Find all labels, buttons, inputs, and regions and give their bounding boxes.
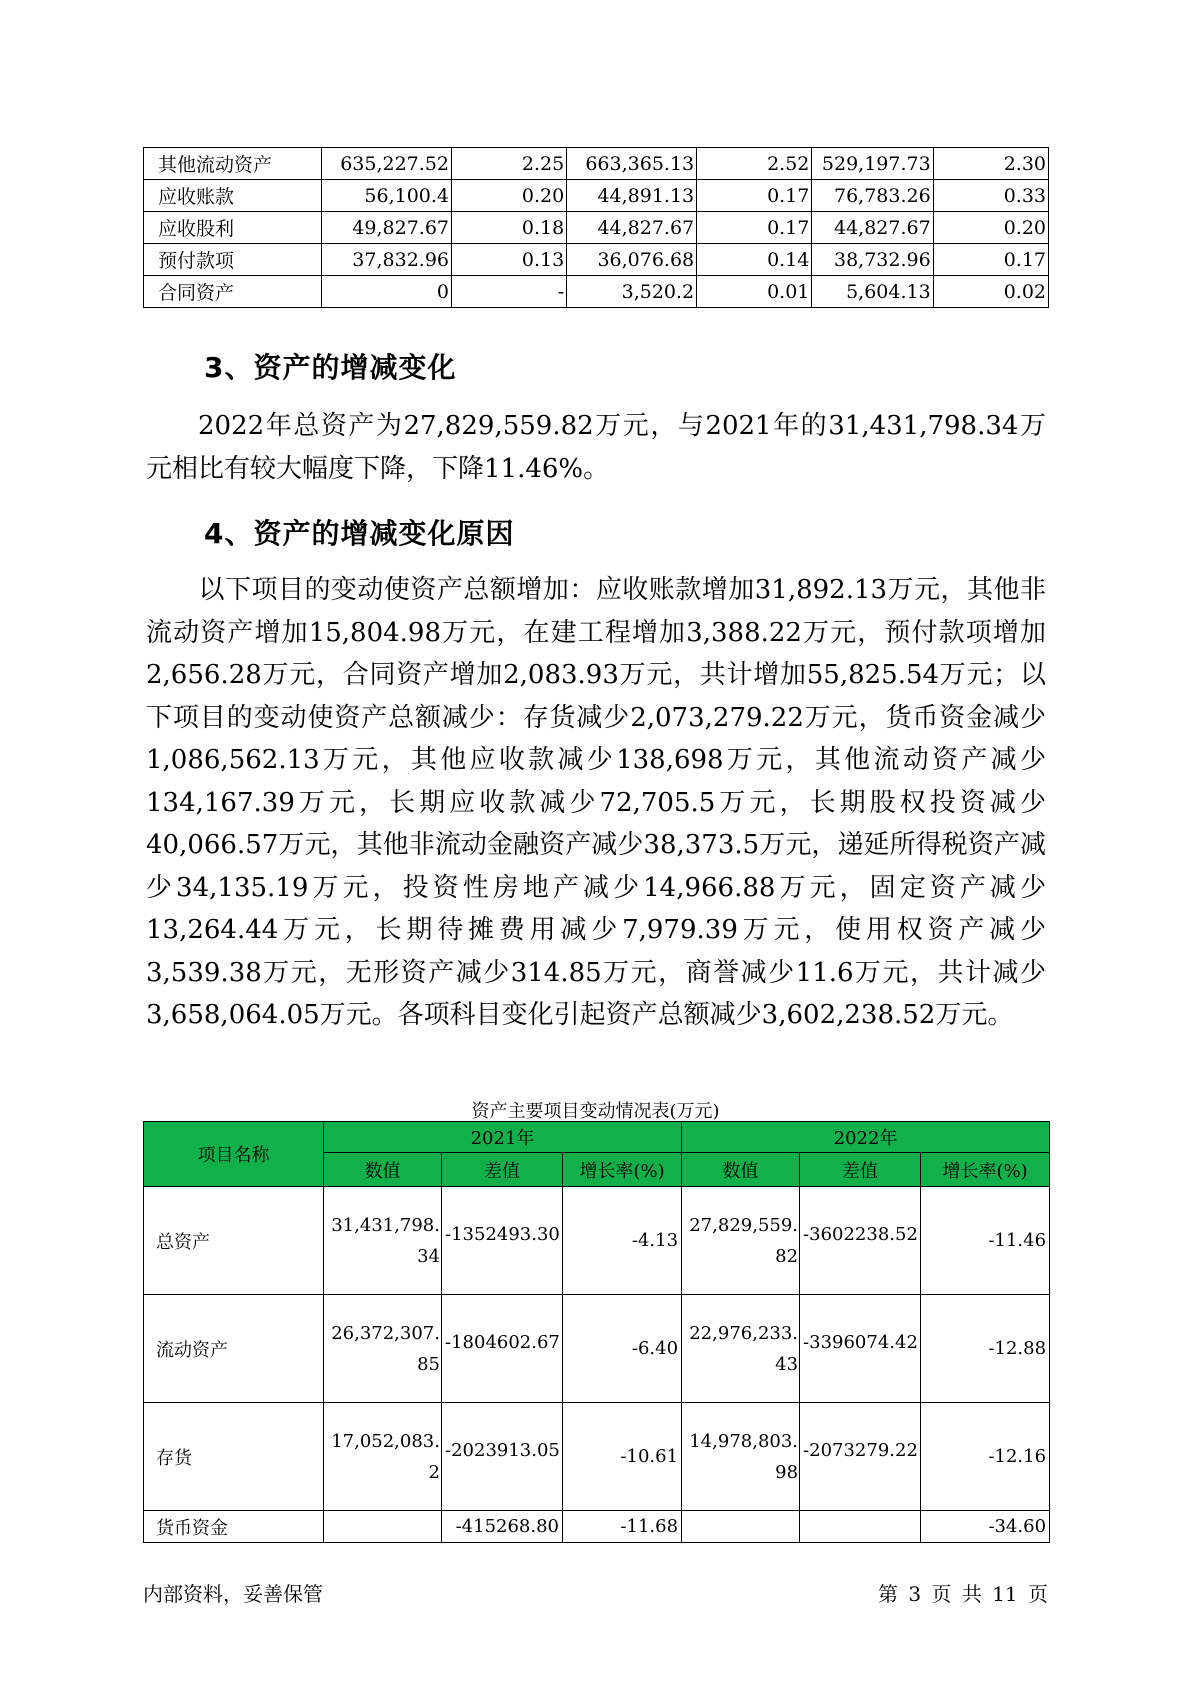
cell-value: 44,891.13	[567, 180, 697, 212]
table-row	[144, 244, 1049, 276]
row-name: 其他流动资产	[144, 148, 322, 180]
cell-ratio: -	[452, 276, 567, 308]
cell-ratio: 2.30	[933, 148, 1048, 180]
cell-rate-2021: -6.40	[563, 1295, 682, 1403]
row-name: 应收账款	[144, 180, 322, 212]
section-3-text: 2022年总资产为27,829,559.82万元，与2021年的31,431,798.34万元相比有较大幅度下降，下降11.46%。	[146, 411, 1046, 484]
table-row	[144, 148, 1049, 180]
cell-ratio: 0.17	[697, 180, 812, 212]
cell-value-2021: 26,372,307.85	[324, 1295, 442, 1403]
cell-rate-2022: -11.46	[921, 1187, 1050, 1295]
section-4-text: 以下项目的变动使资产总额增加：应收账款增加31,892.13万元，其他非流动资产增加15,804.98万元，在建工程增加3,388.22万元，预付款项增加2,656.28万元，合同资产增加2,083.93万元，共计增加55,825.54万元；以下项目的变动使资产总额减少：存货减少2,073,279.22万元，货币资金减少1,086,562.13万元，其他应收款减少138,698万元，其他流动资产减少134,167.39万元，长期应收款减少72,705.5万元，长期股权投资减少40,066.57万元，其他非流动金融资产减少38,373.5万元，递延所得税资产减少34,135.19万元，投资性房地产减少14,966.88万元，固定资产减少13,264.44万元，长期待摊费用减少7,979.39万元，使用权资产减少3,539.38万元，无形资产减少314.85万元，商誉减少11.6万元，共计减少3,658,064.05万元。各项科目变化引起资产总额减少3,602,238.52万元。	[146, 575, 1046, 1030]
header-value: 数值	[324, 1153, 442, 1187]
cell-value: 635,227.52	[322, 148, 452, 180]
cell-diff-2022: -3602238.52	[800, 1187, 921, 1295]
section-4-heading: 4、资产的增减变化原因	[204, 517, 515, 550]
header-year-2021: 2021年	[324, 1122, 682, 1153]
page-number: 第 3 页 共 11 页	[878, 1582, 1048, 1606]
table-row	[144, 276, 1049, 308]
cell-diff-2022: -2073279.22	[800, 1403, 921, 1511]
cell-rate-2021: -4.13	[563, 1187, 682, 1295]
table-row	[144, 1187, 1050, 1295]
header-diff: 差值	[442, 1153, 563, 1187]
table-row	[144, 1403, 1050, 1511]
asset-change-table	[143, 1121, 1050, 1543]
header-item-name: 项目名称	[144, 1122, 324, 1187]
header-year-2022: 2022年	[682, 1122, 1050, 1153]
cell-ratio: 0.01	[697, 276, 812, 308]
cell-value: 36,076.68	[567, 244, 697, 276]
table-row	[144, 1295, 1050, 1403]
cell-rate-2021: -11.68	[563, 1511, 682, 1543]
header-diff: 差值	[800, 1153, 921, 1187]
cell-ratio: 0.20	[452, 180, 567, 212]
cell-value-2021: 17,052,083.2	[324, 1403, 442, 1511]
cell-value: 5,604.13	[812, 276, 933, 308]
cell-ratio: 0.14	[697, 244, 812, 276]
footer-confidential: 内部资料，妥善保管	[143, 1582, 323, 1606]
header-row-years	[144, 1122, 1050, 1153]
cell-rate-2022: -12.88	[921, 1295, 1050, 1403]
cell-diff-2021: -1352493.30	[442, 1187, 563, 1295]
cell-value-2021: 31,431,798.34	[324, 1187, 442, 1295]
cell-ratio: 2.52	[697, 148, 812, 180]
cell-value: 37,832.96	[322, 244, 452, 276]
cell-ratio: 2.25	[452, 148, 567, 180]
cell-value-2021	[324, 1511, 442, 1543]
cell-value: 76,783.26	[812, 180, 933, 212]
cell-value: 38,732.96	[812, 244, 933, 276]
section-3-paragraph	[146, 405, 1046, 490]
assets-table-top	[143, 147, 1049, 308]
table-row	[144, 1511, 1050, 1543]
cell-rate-2022: -34.60	[921, 1511, 1050, 1543]
cell-value: 3,520.2	[567, 276, 697, 308]
cell-diff-2022: -3396074.42	[800, 1295, 921, 1403]
cell-ratio: 0.33	[933, 180, 1048, 212]
section-3-heading: 3、资产的增减变化	[204, 351, 457, 384]
cell-value: 0	[322, 276, 452, 308]
table-row	[144, 212, 1049, 244]
cell-diff-2022	[800, 1511, 921, 1543]
cell-value-2022: 22,976,233.43	[682, 1295, 800, 1403]
row-name: 货币资金	[144, 1511, 324, 1543]
table-caption: 资产主要项目变动情况表(万元)	[471, 1101, 720, 1122]
header-value: 数值	[682, 1153, 800, 1187]
section-4-paragraph	[146, 569, 1046, 1037]
cell-value: 49,827.67	[322, 212, 452, 244]
row-name: 预付款项	[144, 244, 322, 276]
cell-rate-2021: -10.61	[563, 1403, 682, 1511]
cell-diff-2021: -2023913.05	[442, 1403, 563, 1511]
cell-diff-2021: -1804602.67	[442, 1295, 563, 1403]
cell-value: 529,197.73	[812, 148, 933, 180]
row-name: 应收股利	[144, 212, 322, 244]
cell-value-2022: 27,829,559.82	[682, 1187, 800, 1295]
cell-value-2022	[682, 1511, 800, 1543]
row-name: 总资产	[144, 1187, 324, 1295]
cell-ratio: 0.13	[452, 244, 567, 276]
row-name: 流动资产	[144, 1295, 324, 1403]
cell-ratio: 0.18	[452, 212, 567, 244]
row-name: 合同资产	[144, 276, 322, 308]
table-row	[144, 180, 1049, 212]
cell-value: 44,827.67	[567, 212, 697, 244]
header-rate: 增长率(%)	[921, 1153, 1050, 1187]
cell-value-2022: 14,978,803.98	[682, 1403, 800, 1511]
row-name: 存货	[144, 1403, 324, 1511]
cell-ratio: 0.17	[697, 212, 812, 244]
cell-value: 663,365.13	[567, 148, 697, 180]
cell-ratio: 0.20	[933, 212, 1048, 244]
cell-ratio: 0.02	[933, 276, 1048, 308]
cell-diff-2021: -415268.80	[442, 1511, 563, 1543]
cell-value: 56,100.4	[322, 180, 452, 212]
cell-rate-2022: -12.16	[921, 1403, 1050, 1511]
cell-ratio: 0.17	[933, 244, 1048, 276]
header-rate: 增长率(%)	[563, 1153, 682, 1187]
cell-value: 44,827.67	[812, 212, 933, 244]
